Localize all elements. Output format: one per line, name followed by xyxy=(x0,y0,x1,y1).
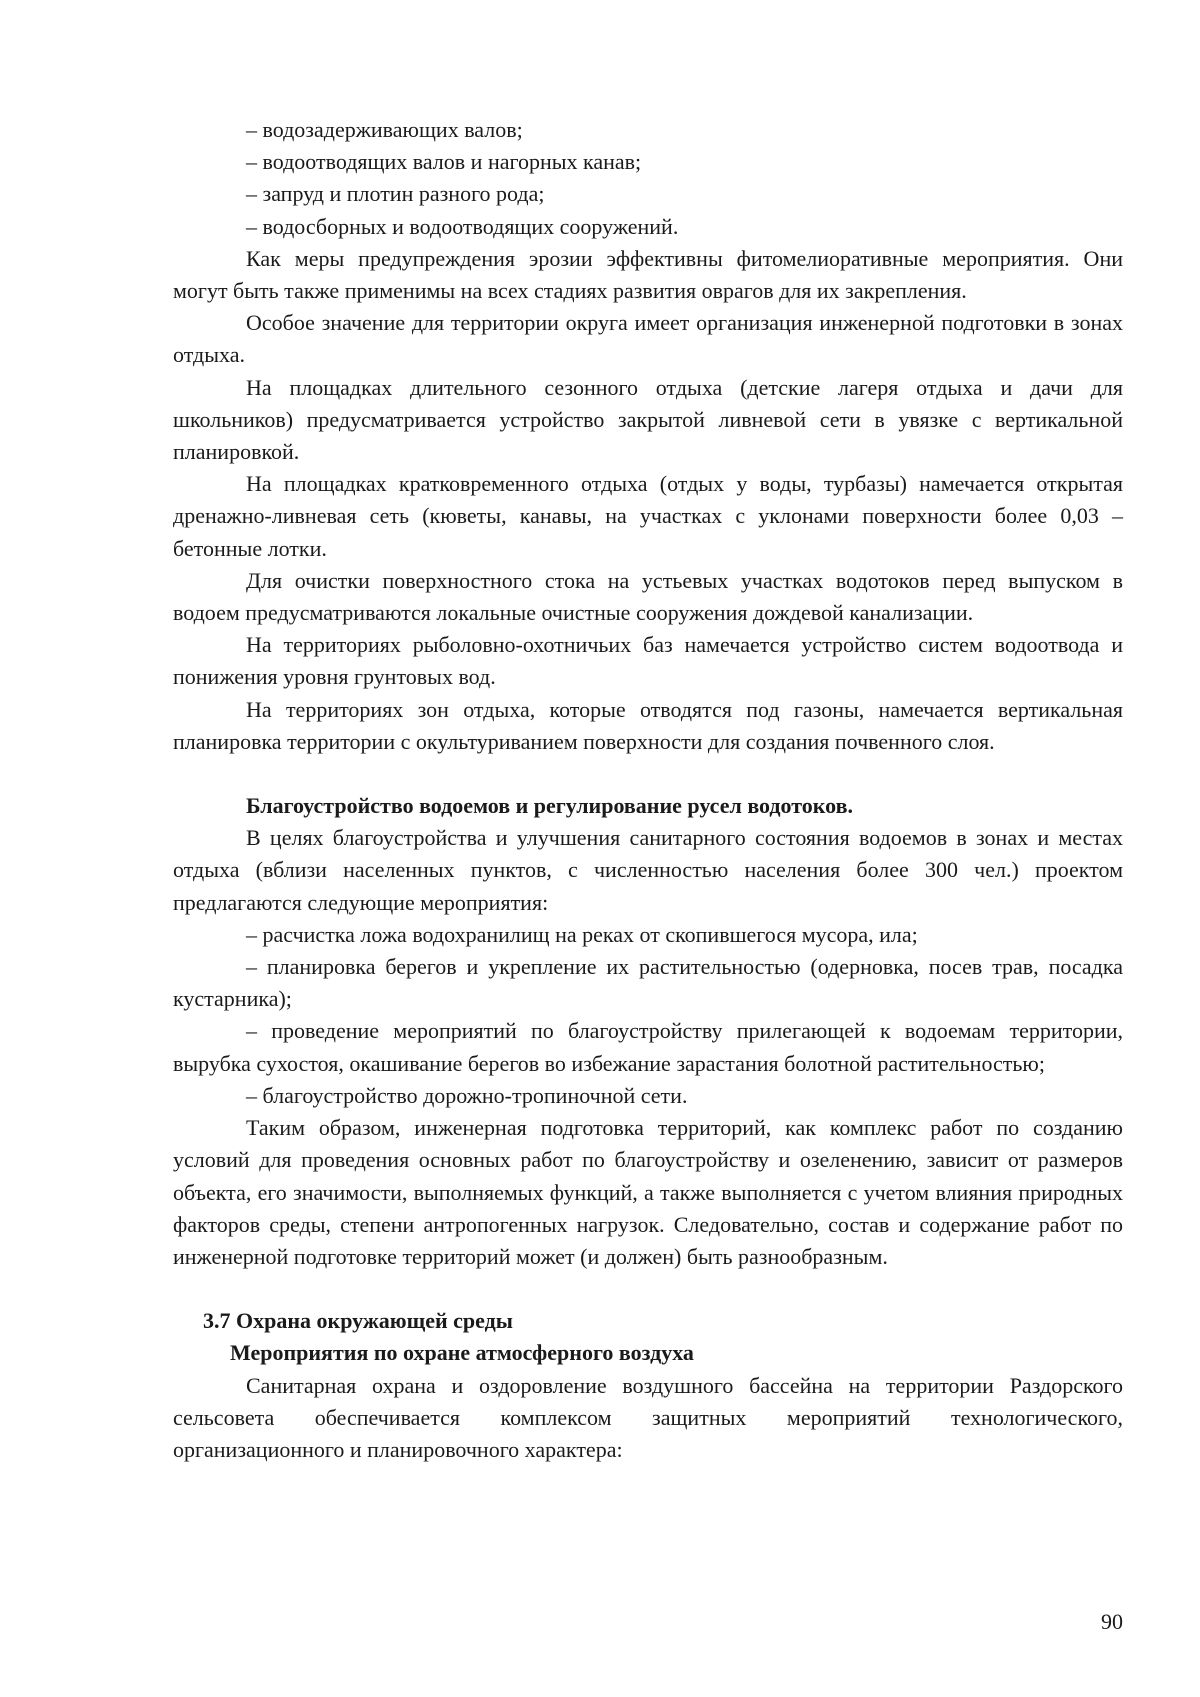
list-item: – проведение мероприятий по благоустройству прилегающей к водоемам территории, вырубка сухостоя, окашивание берегов во избежание зарастания болотной растительностью; xyxy=(173,1018,1123,1076)
list-item: – планировка берегов и укрепление их растительностью (одерновка, посев трав, посадка кустарника); xyxy=(173,954,1123,1012)
paragraph: На площадках длительного сезонного отдыха (детские лагеря отдыха и дачи для школьников) предусматривается устройство закрытой ливневой сети в увязке с вертикальной планировкой. xyxy=(173,374,1123,465)
list-item: – расчистка ложа водохранилищ на реках от скопившегося мусора, ила; xyxy=(246,921,918,947)
paragraph: На территориях рыболовно-охотничьих баз намечается устройство систем водоотвода и понижения уровня грунтовых вод. xyxy=(173,632,1123,690)
paragraph: На площадках кратковременного отдыха (отдых у воды, турбазы) намечается открытая дренажно-ливневая сеть (кюветы, канавы, на участках с уклонами поверхности более 0,03 – бетонные лотки. xyxy=(173,471,1123,561)
list-item: – запруд и плотин разного рода; xyxy=(246,181,545,207)
heading-water: Благоустройство водоемов и регулирование русел водотоков. xyxy=(246,793,853,819)
list-item: – благоустройство дорожно-тропиночной сети. xyxy=(246,1082,688,1108)
paragraph: В целях благоустройства и улучшения санитарного состояния водоемов в зонах и местах отдыха (вблизи населенных пунктов, с численностью населения более 300 чел.) проектом предлагаются следующие мероприятия: xyxy=(173,825,1123,915)
spacer xyxy=(173,1273,1123,1305)
paragraph: Таким образом, инженерная подготовка территорий, как комплекс работ по созданию условий для проведения основных работ по благоустройству и озеленению, зависит от размеров объекта, его значимости, выполняемых функций, а также выполняется с учетом влияния природных факторов среды, степени антропогенных нагрузок. Следовательно, состав и содержание работ по инженерной подготовке территорий может (и должен) быть разнообразным. xyxy=(173,1115,1123,1269)
paragraph: Для очистки поверхностного стока на устьевых участках водотоков перед выпуском в водоем предусматриваются локальные очистные сооружения дождевой канализации. xyxy=(173,567,1123,626)
list-item: – водосборных и водоотводящих сооружений. xyxy=(246,213,679,239)
list-item: – водоотводящих валов и нагорных канав; xyxy=(246,149,642,175)
page-content xyxy=(173,114,1123,1466)
paragraph: Особое значение для территории округа имеет организация инженерной подготовки в зонах отдыха. xyxy=(173,310,1123,368)
paragraph: На территориях зон отдыха, которые отводятся под газоны, намечается вертикальная планировка территории с окультуриванием поверхности для создания почвенного слоя. xyxy=(173,696,1123,754)
list-item: – водозадерживающих валов; xyxy=(246,117,523,142)
subsection-heading: Мероприятия по охране атмосферного воздуха xyxy=(230,1340,694,1366)
paragraph: Как меры предупреждения эрозии эффективны фитомелиоративные мероприятия. Они могут быть также применимы на всех стадиях развития оврагов для их закрепления. xyxy=(173,245,1123,304)
page-number: 90 xyxy=(1101,1609,1123,1634)
spacer xyxy=(173,758,1123,790)
section-heading: 3.7 Охрана окружающей среды xyxy=(203,1308,513,1334)
paragraph: Санитарная охрана и оздоровление воздушного бассейна на территории Раздорского сельсовета обеспечивается комплексом защитных мероприятий технологического, организационного и планировочного характера: xyxy=(173,1372,1123,1462)
